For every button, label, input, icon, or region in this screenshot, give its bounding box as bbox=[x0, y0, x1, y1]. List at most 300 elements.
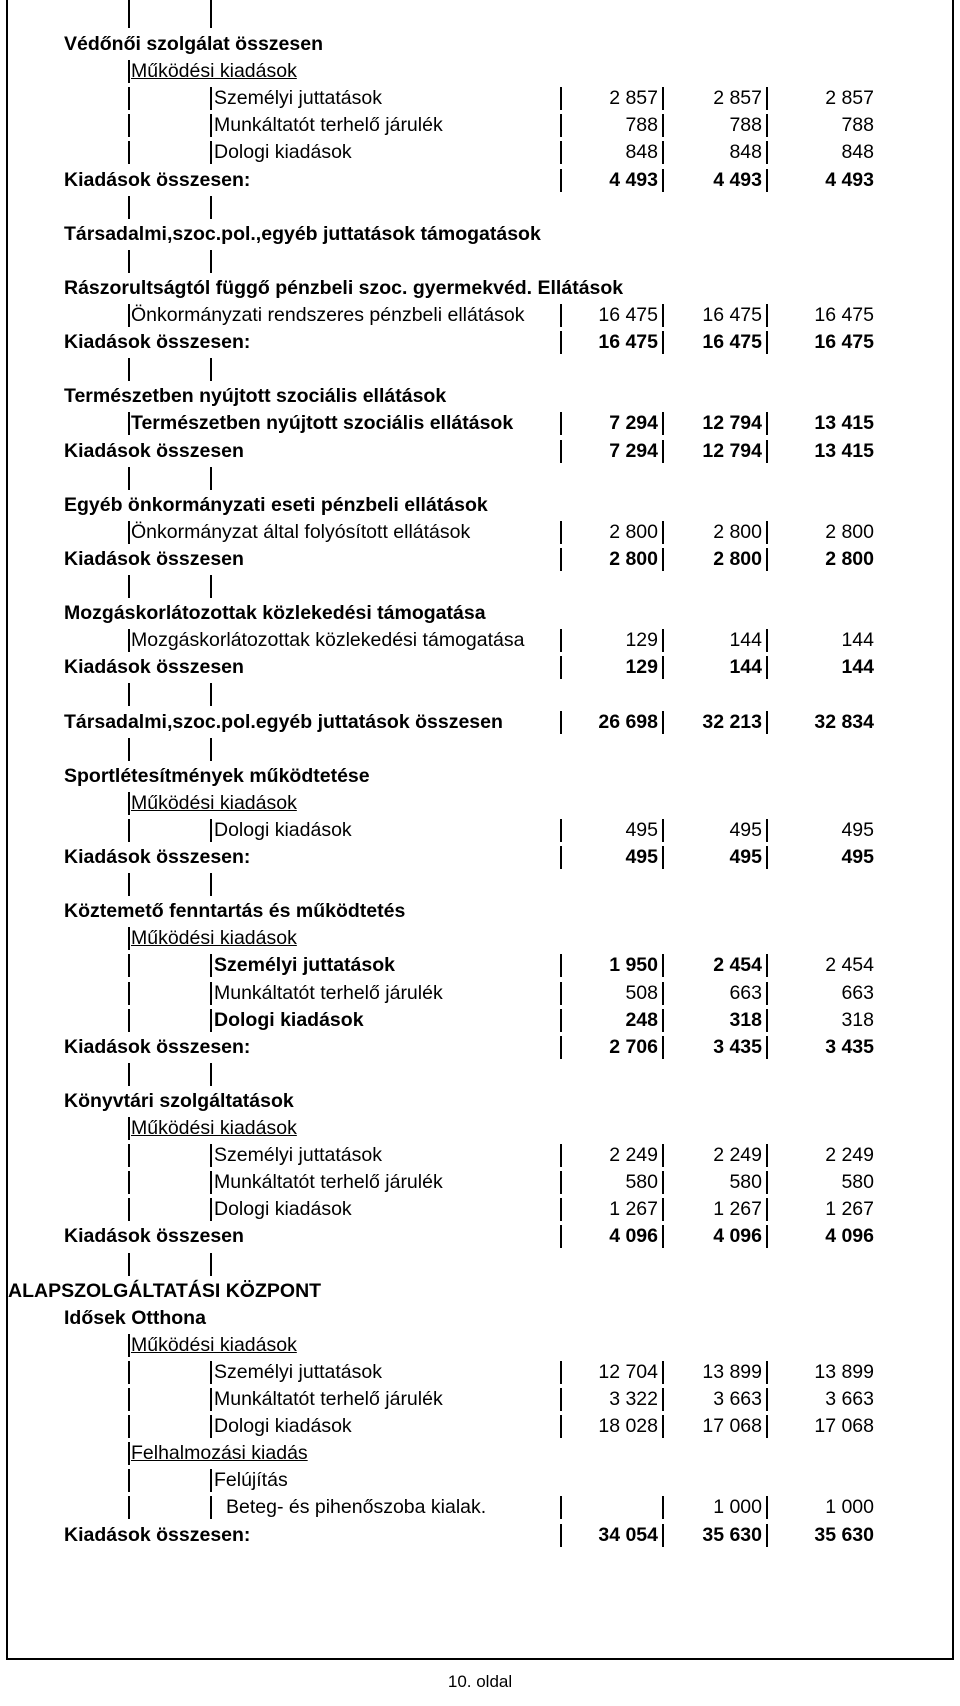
indent-guide bbox=[128, 1171, 130, 1194]
indent-guide bbox=[128, 1117, 130, 1140]
column-separator bbox=[560, 1225, 562, 1248]
column-separator bbox=[766, 1388, 768, 1411]
section-header-row bbox=[0, 274, 954, 303]
value-cell-3: 16 475 bbox=[814, 304, 874, 326]
value-cell-3: 788 bbox=[841, 114, 874, 137]
value-cell-1: 508 bbox=[625, 981, 658, 1004]
column-separator bbox=[766, 1225, 768, 1248]
column-separator bbox=[766, 1524, 768, 1547]
row-label: ALAPSZOLGÁLTATÁSI KÖZPONT bbox=[8, 1279, 322, 1302]
column-separator bbox=[662, 819, 664, 842]
indent-guide bbox=[128, 1361, 130, 1384]
column-separator bbox=[766, 819, 768, 842]
indent-tick bbox=[128, 873, 130, 896]
value-cell-3: 144 bbox=[841, 656, 874, 679]
spacer-row bbox=[0, 870, 954, 899]
column-separator bbox=[662, 954, 664, 977]
table-row bbox=[0, 816, 954, 845]
column-separator bbox=[766, 304, 768, 327]
table-row bbox=[0, 653, 954, 682]
column-separator bbox=[560, 1009, 562, 1032]
table-row bbox=[0, 951, 954, 980]
indent-tick bbox=[128, 1253, 130, 1276]
column-separator bbox=[766, 412, 768, 435]
indent-guide bbox=[210, 1171, 212, 1194]
indent-guide bbox=[210, 141, 212, 164]
column-separator bbox=[560, 87, 562, 110]
indent-guide bbox=[128, 982, 130, 1005]
value-cell-3: 4 096 bbox=[825, 1225, 874, 1248]
row-label: Munkáltatót terhelő járulék bbox=[214, 981, 443, 1004]
column-separator bbox=[766, 141, 768, 164]
value-cell-2: 2 857 bbox=[713, 87, 762, 110]
value-cell-1: 848 bbox=[625, 141, 658, 164]
section-header-row bbox=[0, 762, 954, 791]
column-separator bbox=[662, 169, 664, 192]
value-cell-3: 2 454 bbox=[825, 954, 874, 977]
column-separator bbox=[766, 1415, 768, 1438]
table-row bbox=[0, 1385, 954, 1414]
row-label: Felújítás bbox=[214, 1469, 288, 1492]
value-cell-2: 495 bbox=[729, 846, 762, 868]
column-separator bbox=[560, 982, 562, 1005]
column-separator bbox=[662, 1415, 664, 1438]
indent-guide bbox=[210, 982, 212, 1005]
value-cell-3: 3 435 bbox=[825, 1035, 874, 1058]
value-cell-2: 16 475 bbox=[702, 304, 762, 326]
section-header-row bbox=[0, 1304, 954, 1333]
value-cell-1: 248 bbox=[625, 1008, 658, 1031]
row-label: Kiadások összesen bbox=[64, 547, 244, 570]
column-separator bbox=[560, 521, 562, 544]
value-cell-2: 35 630 bbox=[702, 1523, 762, 1546]
table-row bbox=[0, 138, 954, 167]
value-cell-1: 2 857 bbox=[609, 87, 658, 110]
column-separator bbox=[662, 87, 664, 110]
value-cell-1: 2 800 bbox=[609, 547, 658, 570]
column-separator bbox=[662, 1388, 664, 1411]
indent-tick bbox=[210, 1253, 212, 1276]
indent-tick bbox=[210, 1063, 212, 1086]
indent-guide bbox=[210, 114, 212, 137]
value-cell-3: 2 800 bbox=[825, 520, 874, 543]
column-separator bbox=[560, 1144, 562, 1167]
value-cell-1: 1 950 bbox=[609, 954, 658, 977]
indent-tick bbox=[210, 683, 212, 706]
value-cell-2: 16 475 bbox=[702, 331, 762, 354]
column-separator bbox=[766, 711, 768, 734]
indent-tick bbox=[128, 575, 130, 598]
column-separator bbox=[766, 440, 768, 463]
column-separator bbox=[662, 711, 664, 734]
indent-tick bbox=[128, 358, 130, 381]
value-cell-3: 580 bbox=[841, 1171, 874, 1194]
row-label: Beteg- és pihenőszoba kialak. bbox=[226, 1496, 487, 1519]
row-label: Kiadások összesen: bbox=[64, 331, 251, 354]
column-separator bbox=[560, 548, 562, 571]
row-label: Dologi kiadások bbox=[214, 818, 352, 841]
table-row bbox=[0, 111, 954, 140]
column-separator bbox=[766, 1144, 768, 1167]
indent-guide bbox=[210, 87, 212, 110]
column-separator bbox=[766, 1036, 768, 1059]
section-header-row bbox=[0, 789, 954, 818]
indent-guide bbox=[128, 304, 130, 327]
row-label: Működési kiadások bbox=[131, 60, 297, 83]
value-cell-3: 35 630 bbox=[814, 1523, 874, 1546]
spacer-row bbox=[0, 1250, 954, 1279]
indent-guide bbox=[210, 1496, 212, 1519]
value-cell-1: 16 475 bbox=[598, 304, 658, 326]
page-number: 10. oldal bbox=[447, 1672, 513, 1691]
table-row bbox=[0, 1195, 954, 1224]
table-row bbox=[0, 843, 954, 872]
table-row bbox=[0, 545, 954, 574]
section-header-row bbox=[0, 1331, 954, 1360]
section-header-row bbox=[0, 491, 954, 520]
column-separator bbox=[662, 1524, 664, 1547]
value-cell-2: 318 bbox=[729, 1008, 762, 1031]
table-row bbox=[0, 1222, 954, 1251]
column-separator bbox=[560, 331, 562, 354]
indent-guide bbox=[128, 1144, 130, 1167]
row-label: Kiadások összesen bbox=[64, 1225, 244, 1248]
row-label: Természetben nyújtott szociális ellátások bbox=[131, 412, 514, 435]
spacer-row bbox=[0, 247, 954, 276]
indent-guide bbox=[128, 819, 130, 842]
indent-guide bbox=[128, 521, 130, 544]
value-cell-1: 7 294 bbox=[609, 439, 658, 462]
indent-guide bbox=[128, 1496, 130, 1519]
value-cell-1: 26 698 bbox=[598, 710, 658, 733]
spacer-row bbox=[0, 680, 954, 709]
indent-guide bbox=[210, 1469, 212, 1492]
column-separator bbox=[766, 169, 768, 192]
spacer-row bbox=[0, 572, 954, 601]
indent-guide bbox=[210, 954, 212, 977]
section-header-row bbox=[0, 30, 954, 59]
value-cell-3: 1 267 bbox=[825, 1198, 874, 1221]
column-separator bbox=[560, 114, 562, 137]
value-cell-2: 32 213 bbox=[702, 710, 762, 733]
column-separator bbox=[662, 629, 664, 652]
section-header-row bbox=[0, 382, 954, 411]
indent-guide bbox=[128, 1415, 130, 1438]
indent-guide bbox=[128, 87, 130, 110]
row-label: Könyvtári szolgáltatások bbox=[64, 1089, 294, 1112]
indent-guide bbox=[128, 1334, 130, 1357]
row-label: Egyéb önkormányzati eseti pénzbeli ellátások bbox=[64, 493, 488, 516]
row-label: Dologi kiadások bbox=[214, 1415, 352, 1438]
value-cell-3: 32 834 bbox=[814, 710, 874, 733]
value-cell-3: 2 800 bbox=[825, 547, 874, 570]
value-cell-1: 788 bbox=[625, 114, 658, 137]
column-separator bbox=[662, 1171, 664, 1194]
table-row bbox=[0, 1168, 954, 1197]
value-cell-3: 1 000 bbox=[825, 1496, 874, 1519]
column-separator bbox=[560, 1036, 562, 1059]
row-label: Mozgáskorlátozottak közlekedési támogatása bbox=[64, 602, 486, 625]
indent-guide bbox=[128, 792, 130, 815]
value-cell-1: 580 bbox=[625, 1171, 658, 1194]
table-row bbox=[0, 1006, 954, 1035]
table-row bbox=[0, 301, 954, 330]
value-cell-3: 495 bbox=[841, 846, 874, 868]
table-row bbox=[0, 1033, 954, 1062]
column-separator bbox=[560, 819, 562, 842]
table-row bbox=[0, 409, 954, 438]
column-separator bbox=[766, 1198, 768, 1221]
table-row bbox=[0, 1358, 954, 1387]
indent-guide bbox=[128, 1442, 130, 1465]
indent-guide bbox=[210, 1388, 212, 1411]
column-separator bbox=[560, 846, 562, 869]
value-cell-3: 2 249 bbox=[825, 1144, 874, 1167]
section-header-row bbox=[0, 1114, 954, 1143]
value-cell-2: 4 493 bbox=[713, 168, 762, 191]
indent-tick bbox=[210, 196, 212, 219]
value-cell-2: 3 435 bbox=[713, 1035, 762, 1058]
indent-tick bbox=[210, 0, 212, 28]
value-cell-1: 4 096 bbox=[609, 1225, 658, 1248]
value-cell-2: 3 663 bbox=[713, 1388, 762, 1410]
value-cell-1: 1 267 bbox=[609, 1198, 658, 1221]
indent-guide bbox=[128, 1198, 130, 1221]
indent-guide bbox=[128, 1469, 130, 1492]
value-cell-2: 1 267 bbox=[713, 1198, 762, 1221]
indent-guide bbox=[210, 1198, 212, 1221]
value-cell-2: 4 096 bbox=[713, 1225, 762, 1248]
value-cell-3: 848 bbox=[841, 141, 874, 164]
spacer-row bbox=[0, 735, 954, 764]
value-cell-3: 17 068 bbox=[814, 1415, 874, 1438]
table-row bbox=[0, 437, 954, 466]
section-header-row bbox=[0, 1439, 954, 1468]
indent-tick bbox=[210, 358, 212, 381]
row-label: Kiadások összesen bbox=[64, 439, 244, 462]
value-cell-2: 580 bbox=[729, 1171, 762, 1194]
value-cell-1: 2 800 bbox=[609, 520, 658, 543]
value-cell-1: 16 475 bbox=[598, 331, 658, 354]
indent-guide bbox=[128, 114, 130, 137]
row-label: Munkáltatót terhelő járulék bbox=[214, 114, 443, 137]
row-label: Működési kiadások bbox=[131, 1117, 297, 1139]
indent-guide bbox=[210, 819, 212, 842]
row-label: Társadalmi,szoc.pol.egyéb juttatások összesen bbox=[64, 710, 503, 733]
row-label: Működési kiadások bbox=[131, 791, 297, 814]
indent-guide bbox=[128, 412, 130, 435]
column-separator bbox=[766, 1361, 768, 1384]
value-cell-3: 318 bbox=[841, 1008, 874, 1031]
indent-tick bbox=[210, 250, 212, 273]
row-label: Dologi kiadások bbox=[214, 141, 352, 164]
indent-tick bbox=[128, 467, 130, 490]
column-separator bbox=[766, 521, 768, 544]
column-separator bbox=[662, 1225, 664, 1248]
section-header-row bbox=[0, 1277, 954, 1306]
column-separator bbox=[560, 629, 562, 652]
value-cell-2: 663 bbox=[729, 981, 762, 1004]
indent-tick bbox=[128, 683, 130, 706]
column-separator bbox=[560, 711, 562, 734]
column-separator bbox=[662, 114, 664, 137]
section-header-row bbox=[0, 897, 954, 926]
section-header-row bbox=[0, 1087, 954, 1116]
value-cell-3: 13 899 bbox=[814, 1360, 874, 1383]
value-cell-2: 495 bbox=[729, 818, 762, 841]
value-cell-3: 16 475 bbox=[814, 331, 874, 354]
column-separator bbox=[662, 1036, 664, 1059]
table-row bbox=[0, 1521, 954, 1550]
row-label: Munkáltatót terhelő járulék bbox=[214, 1171, 443, 1194]
row-label: Felhalmozási kiadás bbox=[131, 1442, 308, 1465]
value-cell-1: 7 294 bbox=[609, 412, 658, 435]
row-label: Kiadások összesen: bbox=[64, 1523, 251, 1546]
table-row bbox=[0, 979, 954, 1008]
row-label: Kiadások összesen bbox=[64, 656, 244, 679]
value-cell-1: 495 bbox=[625, 818, 658, 841]
column-separator bbox=[766, 114, 768, 137]
indent-tick bbox=[128, 738, 130, 761]
indent-guide bbox=[210, 1144, 212, 1167]
section-header-row bbox=[0, 924, 954, 953]
row-label: Személyi juttatások bbox=[214, 954, 395, 977]
column-separator bbox=[662, 1496, 664, 1519]
row-label: Mozgáskorlátozottak közlekedési támogatása bbox=[131, 629, 525, 652]
table-row bbox=[0, 1141, 954, 1170]
section-header-row bbox=[0, 1466, 954, 1495]
table-row bbox=[0, 518, 954, 547]
row-label: Kiadások összesen: bbox=[64, 846, 251, 868]
column-separator bbox=[560, 1415, 562, 1438]
indent-guide bbox=[128, 954, 130, 977]
row-label: Dologi kiadások bbox=[214, 1008, 364, 1031]
column-separator bbox=[766, 87, 768, 110]
column-separator bbox=[662, 440, 664, 463]
column-separator bbox=[560, 1388, 562, 1411]
column-separator bbox=[662, 1361, 664, 1384]
column-separator bbox=[766, 846, 768, 869]
value-cell-1: 2 706 bbox=[609, 1035, 658, 1058]
column-separator bbox=[560, 141, 562, 164]
indent-tick bbox=[210, 467, 212, 490]
row-label: Személyi juttatások bbox=[214, 1360, 382, 1383]
indent-tick bbox=[210, 738, 212, 761]
indent-tick bbox=[128, 196, 130, 219]
column-separator bbox=[560, 656, 562, 679]
value-cell-2: 144 bbox=[729, 629, 762, 652]
indent-tick bbox=[210, 873, 212, 896]
indent-guide bbox=[210, 1361, 212, 1384]
column-separator bbox=[766, 331, 768, 354]
column-separator bbox=[662, 141, 664, 164]
row-label: Önkormányzat által folyósított ellátások bbox=[131, 520, 471, 543]
table-row bbox=[0, 1493, 954, 1522]
value-cell-2: 13 899 bbox=[702, 1360, 762, 1383]
table-row bbox=[0, 1412, 954, 1441]
value-cell-2: 2 800 bbox=[713, 547, 762, 570]
column-separator bbox=[766, 1496, 768, 1519]
value-cell-3: 495 bbox=[841, 818, 874, 841]
column-separator bbox=[662, 331, 664, 354]
column-separator bbox=[560, 412, 562, 435]
value-cell-2: 144 bbox=[729, 656, 762, 679]
value-cell-2: 12 794 bbox=[702, 439, 762, 462]
table-row bbox=[0, 328, 954, 357]
value-cell-2: 17 068 bbox=[702, 1415, 762, 1438]
indent-tick bbox=[128, 250, 130, 273]
value-cell-1: 18 028 bbox=[598, 1415, 658, 1438]
row-label: Munkáltatót terhelő járulék bbox=[214, 1388, 443, 1410]
value-cell-2: 1 000 bbox=[713, 1496, 762, 1519]
value-cell-3: 144 bbox=[841, 629, 874, 652]
indent-guide bbox=[128, 1009, 130, 1032]
column-separator bbox=[560, 1198, 562, 1221]
column-separator bbox=[560, 1496, 562, 1519]
value-cell-2: 12 794 bbox=[702, 412, 762, 435]
column-separator bbox=[766, 1171, 768, 1194]
row-label: Működési kiadások bbox=[131, 927, 297, 950]
indent-tick bbox=[210, 575, 212, 598]
value-cell-3: 3 663 bbox=[825, 1388, 874, 1410]
row-label: Társadalmi,szoc.pol.,egyéb juttatások támogatások bbox=[64, 222, 541, 245]
spacer-row bbox=[0, 464, 954, 493]
column-separator bbox=[766, 656, 768, 679]
value-cell-2: 788 bbox=[729, 114, 762, 137]
spacer-row bbox=[0, 355, 954, 384]
value-cell-3: 13 415 bbox=[814, 439, 874, 462]
column-separator bbox=[662, 846, 664, 869]
column-separator bbox=[560, 1524, 562, 1547]
spacer-row bbox=[0, 1060, 954, 1089]
value-cell-2: 2 800 bbox=[713, 520, 762, 543]
row-label: Dologi kiadások bbox=[214, 1198, 352, 1221]
spacer-row bbox=[0, 193, 954, 222]
row-label: Természetben nyújtott szociális ellátások bbox=[64, 385, 447, 408]
column-separator bbox=[560, 1171, 562, 1194]
row-label: Rászorultságtól függő pénzbeli szoc. gyermekvéd. Ellátások bbox=[64, 276, 624, 299]
value-cell-1: 12 704 bbox=[598, 1360, 658, 1383]
column-separator bbox=[662, 1144, 664, 1167]
value-cell-2: 2 454 bbox=[713, 954, 762, 977]
indent-guide bbox=[210, 1009, 212, 1032]
row-label: Köztemető fenntartás és működtetés bbox=[64, 900, 406, 923]
row-label: Idősek Otthona bbox=[64, 1306, 206, 1329]
indent-guide bbox=[128, 141, 130, 164]
column-separator bbox=[560, 1361, 562, 1384]
column-separator bbox=[662, 1198, 664, 1221]
indent-guide bbox=[128, 629, 130, 652]
value-cell-1: 34 054 bbox=[598, 1523, 658, 1546]
value-cell-1: 129 bbox=[625, 629, 658, 652]
column-separator bbox=[766, 629, 768, 652]
column-separator bbox=[662, 548, 664, 571]
value-cell-3: 663 bbox=[841, 981, 874, 1004]
row-label: Önkormányzati rendszeres pénzbeli ellátások bbox=[131, 304, 525, 326]
row-label: Személyi juttatások bbox=[214, 1144, 382, 1167]
column-separator bbox=[766, 1009, 768, 1032]
indent-guide bbox=[128, 927, 130, 950]
value-cell-1: 2 249 bbox=[609, 1144, 658, 1167]
section-header-row bbox=[0, 57, 954, 86]
indent-guide bbox=[128, 60, 130, 83]
value-cell-1: 4 493 bbox=[609, 168, 658, 191]
column-separator bbox=[560, 440, 562, 463]
table-row bbox=[0, 166, 954, 195]
value-cell-2: 2 249 bbox=[713, 1144, 762, 1167]
column-separator bbox=[662, 412, 664, 435]
row-label: Védőnői szolgálat összesen bbox=[64, 33, 323, 55]
